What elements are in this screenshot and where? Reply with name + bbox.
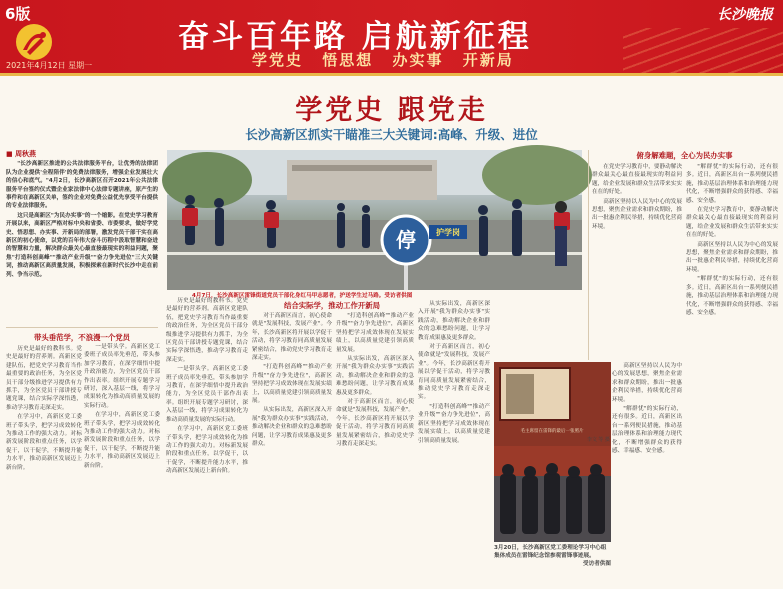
party-emblem-icon [14, 22, 54, 62]
top-photo-caption: 4月7日，长沙高新区雷锋街道党员干部化身红马甲志愿者，护送学生过马路。受访者供图 [192, 293, 413, 299]
author-byline: ■ 周秋燕 [6, 150, 37, 158]
exhibition-visitors-photo [494, 446, 611, 542]
section-3-paragraph-3b: "解群忧"的实际行动，还有很多。近日，高新区出台一系列便民措施，推动基层治理体系和治理能力现代化，不断增强群众的获得感、幸福感、安全感。 [686, 276, 778, 316]
side-photo-caption [494, 544, 611, 568]
section-3-paragraph-1: 在党史学习教育中，要静动解决群众最关心最直接最现实的利益问题，给企业发展和群众生活带来实实在在的好处。 [592, 164, 682, 196]
exhibit-inner-caption: 毛主席留在雷锋的最后一张照片 [520, 429, 584, 434]
section-3-paragraph-2c: 高新区坚持以人民为中心的发展思想，聚焦企业需求和群众期盼，推出一批惠企利民举措，持续优化营商环境。 [612, 363, 682, 403]
slogan-2: 悟思想 [322, 51, 374, 69]
exhibition-illustration [494, 362, 611, 446]
section-2-paragraph-2b: "打造科创高峰""推动产业升级""奋力争先进位"，高新区坚持把学习成效体现在发展实绩上，以高质量党建引领高质量发展。 [336, 313, 414, 353]
newspaper-masthead: 长沙晚报 [717, 7, 773, 23]
side-photo-caption-text: 3月20日，长沙高新区党工委理论学习中心组集体成员在雷锋纪念馆参观雷锋事迹展。 [494, 545, 607, 559]
section-1-paragraph-3b: 一是带头学。高新区党工委班子成员率先垂范，带头参加学习教育，在深学细悟中提升政治能力，为全区党员干部作出表率。组织开展专题学习研讨，深入基层一线，将学习成果转化为推动高质量发展的实际行动。 [166, 366, 248, 423]
section-2-paragraph-1: 对于高新区而言，初心使命就是"发展科技，发展产业"。今年，长沙高新区将开展以学促干活动，将学习教育同高质量发展紧密结合，推动党史学习教育走深走实。 [252, 313, 332, 362]
banner-ribbon-decoration [623, 28, 783, 76]
section-2-paragraph-3: 从实际出发，高新区深入开展"我为群众办实事"实践活动，推动解决企业和群众的急难愁盼问题，让学习教育成果惠及更多群众。 [252, 407, 332, 448]
column-divider [588, 150, 589, 360]
section-3-col-a [592, 163, 682, 358]
slogan-4: 开新局 [462, 51, 514, 69]
issue-date: 2021年4月12日 星期一 [6, 61, 93, 70]
section-divider [6, 327, 158, 328]
section-3-col-c [612, 362, 682, 585]
page-banner [0, 0, 783, 76]
section-3-paragraph-1b: 在党史学习教育中，要静动解决群众最关心最直接最现实的利益问题，给企业发展和群众生活带来实实在在的好处。 [686, 207, 778, 239]
banner-title: 奋斗百年路 启航新征程 [178, 19, 532, 55]
section-1-paragraph-3: 一是带头学。高新区党工委班子成员率先垂范，带头参加学习教育，在深学细悟中提升政治能力，为全区党员干部作出表率。组织开展专题学习研讨，深入基层一线，将学习成果转化为推动高质量发展的实际行动。 [84, 344, 160, 409]
section-1-paragraph-2b: 在学习中，高新区党工委班子带头学，把学习成效转化为推动工作的强大动力。对标新发展阶段和重点任务，以学促干，以干促学，不断提升能力水平，推动高新区发展迈上新台阶。 [84, 412, 160, 469]
stop-sign-text: 停 [396, 228, 416, 252]
lead-paragraph: "长沙高新区推进的公共法律服务平台，让优秀的法律团队为企业提供'全程陪伴'的免费法律服务，增强企业发展壮大的信心和底气。"4月2日，长沙高新区召开2021年公共法律服务平台签约仪式暨企业家法律中心法律专题讲座，原产生的事件和在高新区关单，签约企业对免费公益优先享受平台提供的专业法律服务。 [6, 161, 158, 210]
section-1-col-b [84, 343, 160, 585]
section-2-col-b [336, 312, 414, 585]
side-photo-credit: 受访者供图 [583, 561, 611, 567]
section-2-paragraph-2c: "打造科创高峰""推动产业升级""奋力争先进位"，高新区坚持把学习成效体现在发展实绩上，以高质量党建引领高质量发展。 [418, 403, 490, 444]
section-2-col-c [418, 300, 490, 585]
section-1-col-c [166, 297, 248, 585]
section-1-heading: 带头垂范学，不浪漫一个党员 [33, 333, 131, 342]
section-1-paragraph-2c: 在学习中，高新区党工委班子带头学，把学习成效转化为推动工作的强大动力。对标新发展阶段和重点任务，以学促干，以干促学，不断提升能力水平，推动高新区发展迈上新台阶。 [166, 426, 248, 475]
photo-illustration [167, 150, 582, 290]
slogan-1: 学党史 [252, 51, 304, 69]
visitors-illustration [494, 446, 611, 542]
lead-column [6, 150, 158, 325]
section-2-paragraph-3c: 从实际出发，高新区深入开展"我为群众办实事"实践活动，推动解决企业和群众的急难愁盼问题，让学习教育成果惠及更多群众。 [418, 301, 490, 341]
section-2-paragraph-1b: 对于高新区而言，初心使命就是"发展科技，发展产业"。今年，长沙高新区将开展以学促干活动，将学习教育同高质量发展紧密结合，推动党史学习教育走深走实。 [336, 399, 414, 448]
slogan-3: 办实事 [392, 51, 444, 69]
section-2-col-a [252, 312, 332, 585]
article-headline: 学党史 跟党走 [295, 95, 488, 126]
section-1-paragraph-1b: 历史是最好的教科书。党史是最好的营养剂。高新区党建队伍，把党史学习教育当作最重要的政治任务，为全区党员干部分级推进学习提供有力抓手，为全区党员干部讲授专题党课，结合实际学深悟透，推动学习教育走深走实。 [166, 298, 248, 363]
exhibition-hall-top-photo [494, 362, 611, 446]
section-1-paragraph-1: 历史是最好的教科书。党史是最好的营养剂。高新区党建队伍，把党史学习教育当作最重要的政治任务，为全区党员干部分级推进学习提供有力抓手，为全区党员干部讲授专题党课，结合实际学深悟透，推动学习教育走深走实。 [6, 346, 82, 411]
section-3-col-b [686, 163, 778, 585]
section-3-paragraph-3: "解群忧"的实际行动，还有很多。近日，高新区出台一系列便民措施，推动基层治理体系和治理能力现代化，不断增强群众的获得感、幸福感、安全感。 [686, 164, 778, 204]
section-2-paragraph-2: "打造科创高峰""推动产业升级""奋力争先进位"，高新区坚持把学习成效体现在发展实绩上，以高质量党建引领高质量发展。 [252, 364, 332, 405]
lead-paragraph-2: 这只是高新区"为民办实事"的一个缩影。在党史学习教育开展以来，高新区严格对标中央和省委、市委要求，做好学党史、悟思想、办实事、开新局的部署，激发党员干部干实在高新区的初心使命，以党的百年伟大奋斗历程中汲取智慧和奋进的智慧和力量，解决群众最关心最直接最现实的利益问题，聚焦"打造科创高峰""推动产业升级""奋力争先进位"三大关键词，推动高新区高质量发展，积极探索在新时代长沙中走在前列、争当示范。 [6, 212, 158, 278]
section-3-heading: 俯身解难题，全心为民办实事 [636, 151, 733, 160]
street-crossing-photo [167, 150, 582, 290]
section-1-paragraph-2: 在学习中，高新区党工委班子带头学，把学习成效转化为推动工作的强大动力。对标新发展阶段和重点任务，以学促干，以干促学，不断提升能力水平，推动高新区发展迈上新台阶。 [6, 414, 82, 471]
banner-slogans [252, 49, 526, 70]
section-3-paragraph-2b: 高新区坚持以人民为中心的发展思想，聚焦企业需求和群众期盼，推出一批惠企利民举措，持续优化营商环境。 [686, 241, 778, 273]
section-2-heading: 结合实际学，推动工作开新局 [283, 301, 381, 310]
section-2-paragraph-3b: 从实际出发，高新区深入开展"我为群众办实事"实践活动，推动解决企业和群众的急难愁盼问题，让学习教育成果惠及更多群众。 [336, 356, 414, 396]
section-3-paragraph-3c: "解群忧"的实际行动，还有很多。近日，高新区出台一系列便民措施，推动基层治理体系和治理能力现代化，不断增强群众的获得感、幸福感、安全感。 [612, 406, 682, 455]
inner-photo-credit: 李文 等 摄 [586, 437, 610, 443]
guard-banner-text: 护学岗 [436, 228, 460, 237]
section-3-paragraph-2: 高新区坚持以人民为中心的发展思想，聚焦企业需求和群众期盼，推出一批惠企利民举措，持续优化营商环境。 [592, 198, 682, 230]
article-subhead: 长沙高新区抓实干瞄准三大关键词:高峰、升级、进位 [245, 127, 538, 142]
section-2-paragraph-1c: 对于高新区而言，初心使命就是"发展科技，发展产业"。今年，长沙高新区将开展以学促干活动，将学习教育同高质量发展紧密结合，推动党史学习教育走深走实。 [418, 344, 490, 401]
page-number: 6版 [5, 5, 31, 23]
